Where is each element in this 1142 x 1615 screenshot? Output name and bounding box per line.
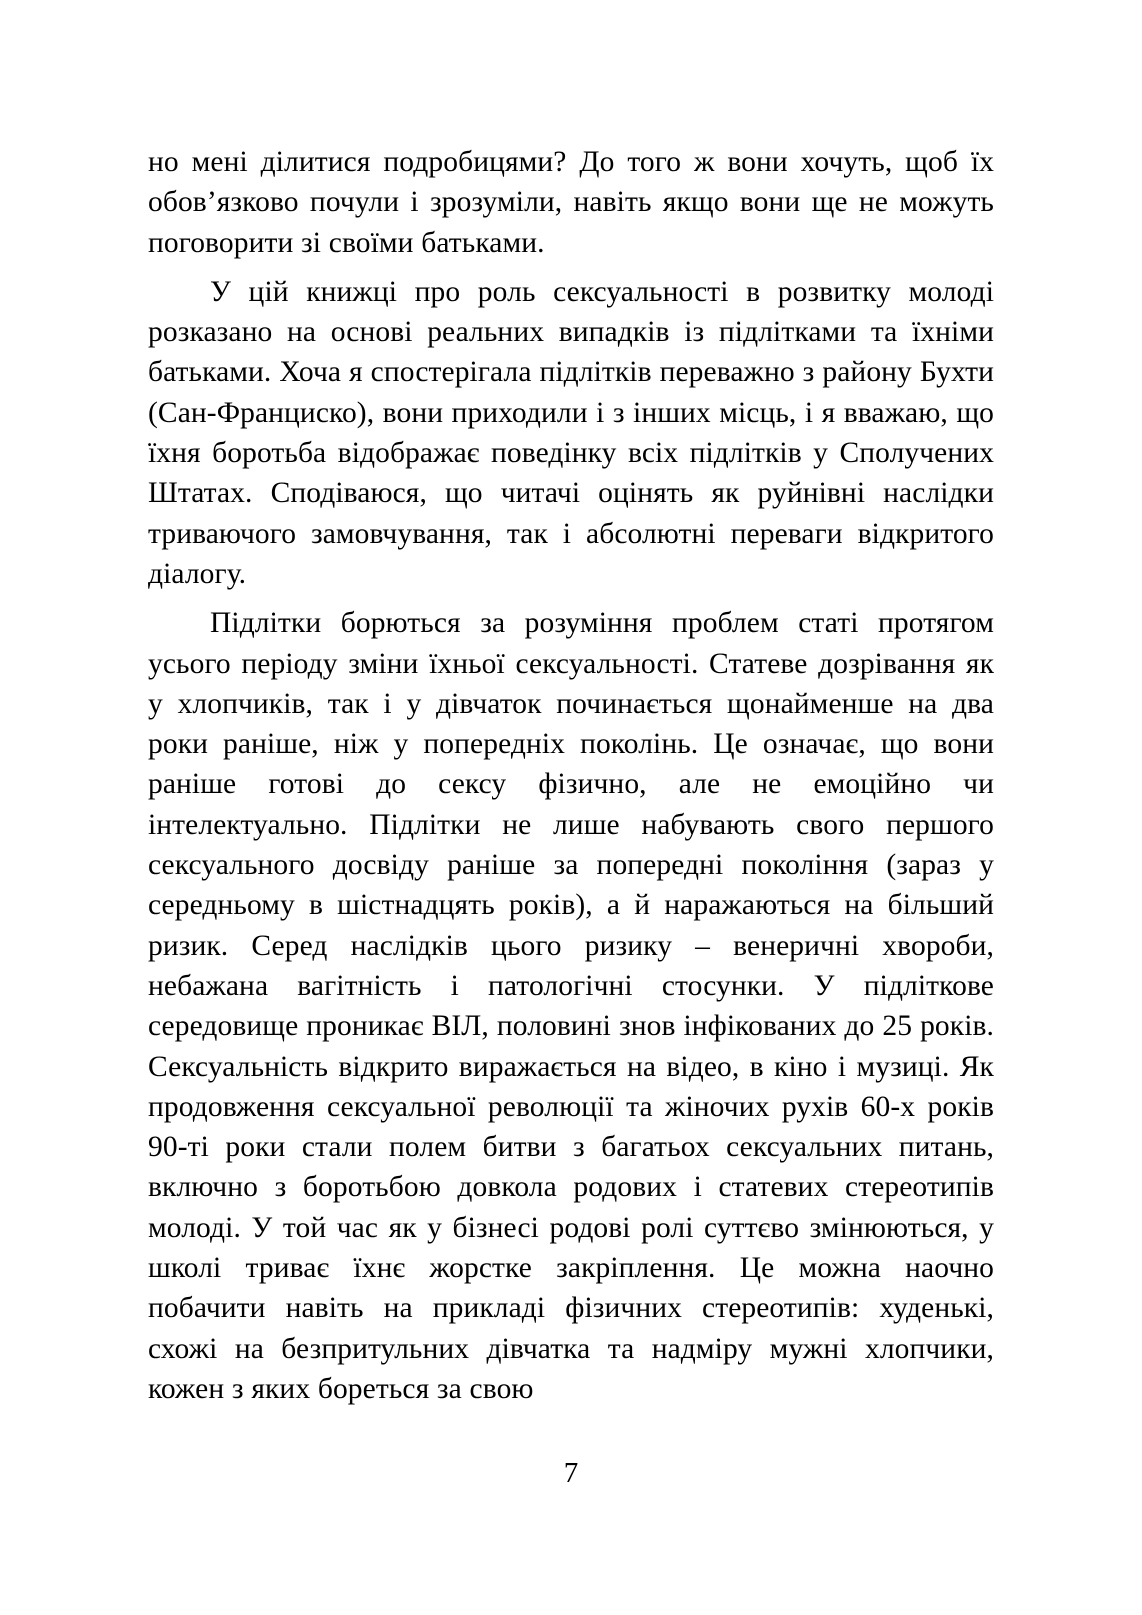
paragraph-continuation: но мені ділитися подробицями? До того ж вони хочуть, щоб їх обов’язково почули і зрозуміли, навіть якщо вони ще не можуть поговорити зі своїми батьками.: [148, 146, 994, 259]
paragraph-about-book: У цій книжці про роль сексуальності в розвитку молоді розказано на основі реальних випадків із підлітками та їхніми батьками. Хоча я спостерігала підлітків переважно з району Бухти (Сан-Франциско), вони приходили і з інших місць, і я вважаю, що їхня боротьба відображає поведінку всіх підлітків у Сполучених Штатах. Сподіваюся, що читачі оцінять як руйнівні наслідки триваючого замовчування, так і абсолютні переваги відкритого діалогу.: [148, 275, 994, 590]
paragraph-teen-sexuality: Підлітки борються за розуміння проблем статі протягом усього періоду зміни їхньої сексуальності. Статеве дозрівання як у хлопчиків, так і у дівчаток починається щонайменше на два роки раніше, ніж у попередніх поколінь. Це означає, що вони раніше готові до сексу фізично, але не емоційно чи інтелектуально. Підлітки не лише набувають свого першого сексуального досвіду раніше за попередні покоління (зараз у середньому в шістнадцять років), а й наражаються на більший ризик. Серед наслідків цього ризику – венеричні хвороби, небажана вагітність і патологічні стосунки. У підліткове середовище проникає ВІЛ, половині знов інфікованих до 25 років. Сексуальність відкрито виражається на відео, в кіно і музиці. Як продовження сексуальної революції та жіночих рухів 60-х років 90-ті роки стали полем битви з багатьох сексуальних питань, включно з боротьбою довкола родових і статевих стереотипів молоді. У той час як у бізнесі родові ролі суттєво змінюються, у школі триває їхнє жорстке закріплення. Це можна наочно побачити навіть на прикладі фізичних стереотипів: худенькі, схожі на безпритульних дівчатка та надміру мужні хлопчики, кожен з яких бореться за свою: [148, 607, 994, 1405]
body-text-column: [148, 142, 994, 1409]
page-number: 7: [563, 1457, 579, 1489]
